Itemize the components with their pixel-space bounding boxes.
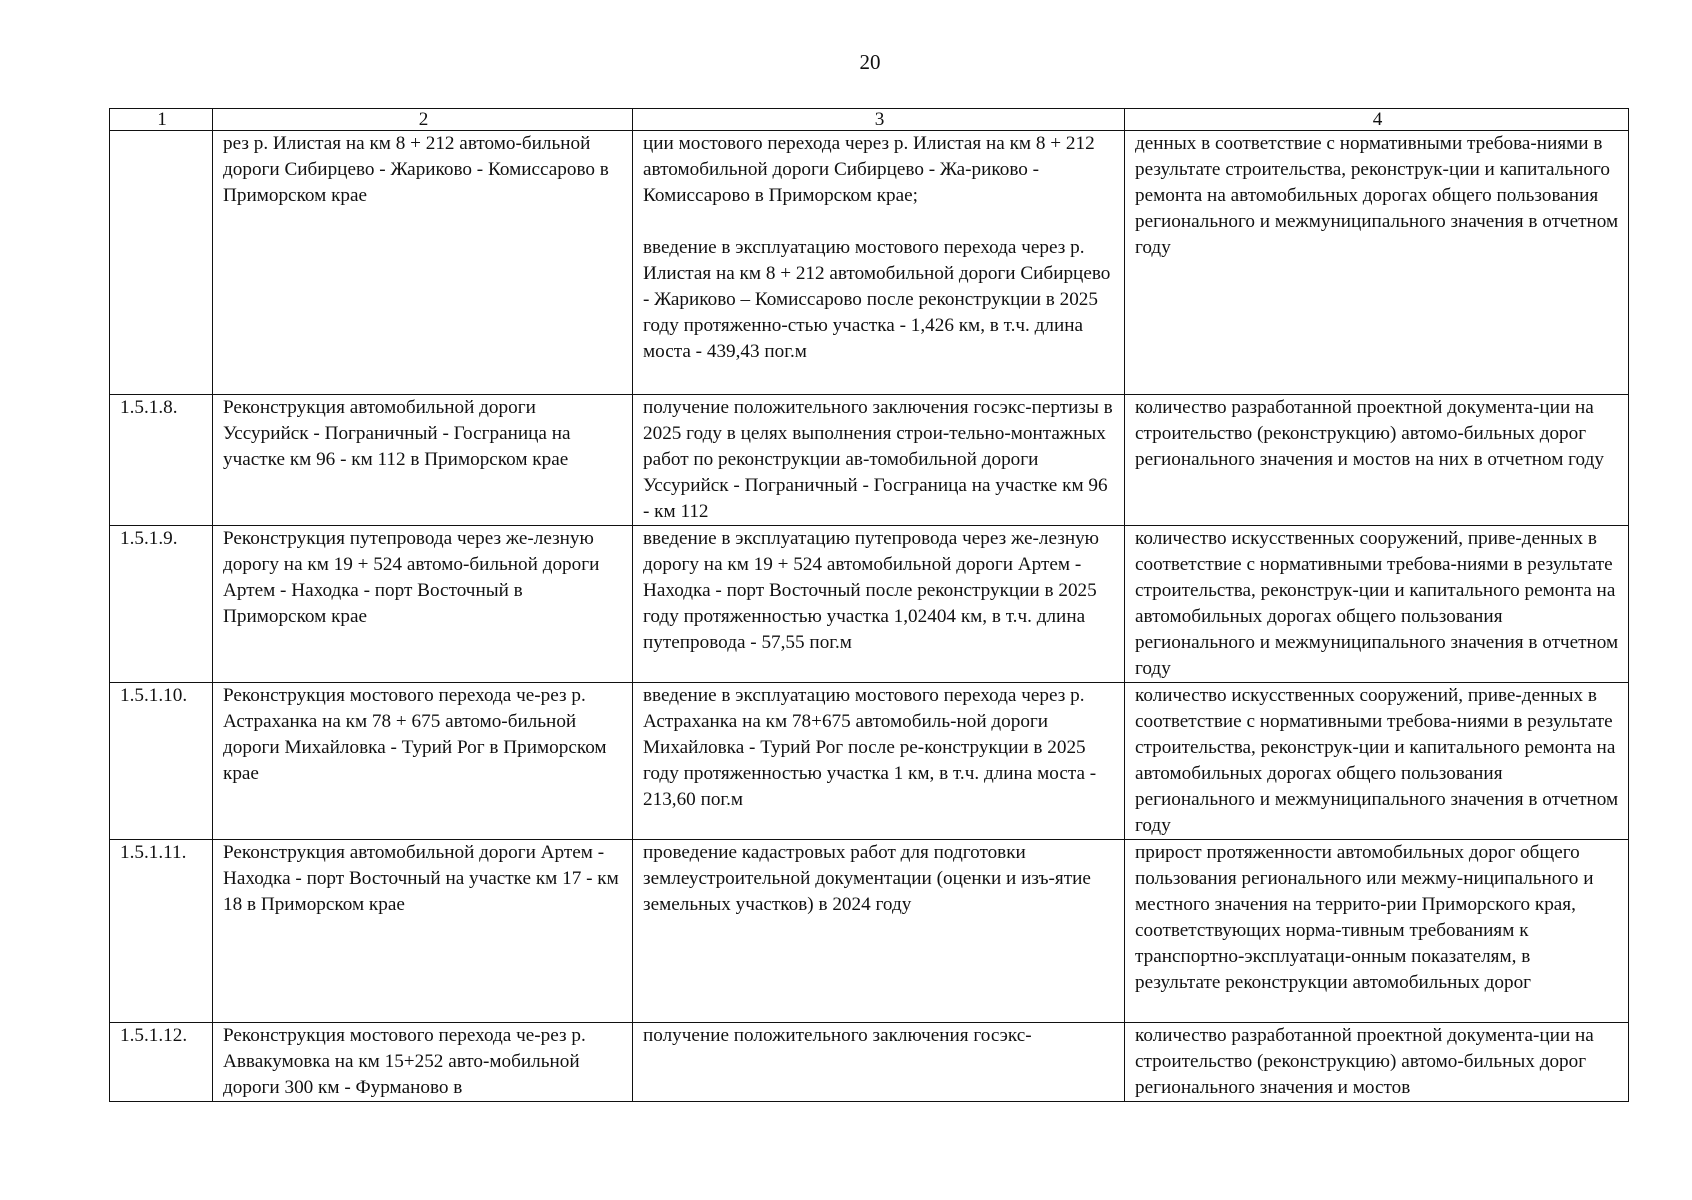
row-number: 1.5.1.11. — [110, 840, 213, 1023]
expected-result: получение положительного заключения госэкс-пертизы в 2025 году в целях выполнения строи-тельно-монтажных работ по реконструкции ав-томобильной дороги Уссурийск - Пограничный - Госграница на участке км 96 - км 112 — [633, 395, 1125, 526]
measures-table — [109, 108, 1629, 1102]
indicator: денных в соответствие с нормативными требова-ниями в результате строительства, реконструк-ции и капитального ремонта на автомобильных дорогах общего пользования регионального и межмуниципального значения в отчетном году — [1125, 131, 1629, 395]
table-row — [110, 683, 1629, 840]
measure-name: Реконструкция путепровода через же-лезную дорогу на км 19 + 524 автомо-бильной дороги Артем - Находка - порт Восточный в Приморском крае — [213, 526, 633, 683]
column-header-3: 3 — [633, 109, 1125, 131]
table-row — [110, 840, 1629, 1023]
table-row — [110, 526, 1629, 683]
expected-result-text: ции мостового перехода через р. Илистая на км 8 + 212 автомобильной дороги Сибирцево - Жа-риково - Комиссарово в Приморском крае; — [643, 133, 1095, 206]
indicator: количество разработанной проектной документа-ции на строительство (реконструкцию) автомо-бильных дорог регионального значения и мостов — [1125, 1023, 1629, 1102]
row-number — [110, 131, 213, 395]
column-header-2: 2 — [213, 109, 633, 131]
measure-name: Реконструкция мостового перехода че-рез р. Аввакумовка на км 15+252 авто-мобильной дороги 300 км - Фурманово в — [213, 1023, 633, 1102]
indicator: количество разработанной проектной документа-ции на строительство (реконструкцию) автомо-бильных дорог регионального значения и мостов на них в отчетном году — [1125, 395, 1629, 526]
expected-result — [633, 131, 1125, 395]
table-row — [110, 395, 1629, 526]
measure-name: Реконструкция автомобильной дороги Уссурийск - Пограничный - Госграница на участке км 96 - км 112 в Приморском крае — [213, 395, 633, 526]
expected-result: проведение кадастровых работ для подготовки землеустроительной документации (оценки и изъ-ятие земельных участков) в 2024 году — [633, 840, 1125, 1023]
row-number: 1.5.1.12. — [110, 1023, 213, 1102]
indicator: количество искусственных сооружений, приве-денных в соответствие с нормативными требова-ниями в результате строительства, реконструк-ции и капитального ремонта на автомобильных дорогах общего пользования регионального и межмуниципального значения в отчетном году — [1125, 526, 1629, 683]
measure-name: Реконструкция мостового перехода че-рез р. Астраханка на км 78 + 675 автомо-бильной дороги Михайловка - Турий Рог в Приморском крае — [213, 683, 633, 840]
column-header-1: 1 — [110, 109, 213, 131]
indicator: количество искусственных сооружений, приве-денных в соответствие с нормативными требова-ниями в результате строительства, реконструк-ции и капитального ремонта на автомобильных дорогах общего пользования регионального и межмуниципального значения в отчетном году — [1125, 683, 1629, 840]
row-number: 1.5.1.9. — [110, 526, 213, 683]
indicator: прирост протяженности автомобильных дорог общего пользования регионального или межму-ниципального и местного значения на террито-рии Приморского края, соответствующих норма-тивным требованиям к транспортно-эксплуатаци-онным показателям, в результате реконструкции автомобильных дорог — [1125, 840, 1629, 1023]
expected-result: получение положительного заключения госэкс- — [633, 1023, 1125, 1102]
table-header-row — [110, 109, 1629, 131]
expected-result: введение в эксплуатацию путепровода через же-лезную дорогу на км 19 + 524 автомобильной дороги Артем - Находка - порт Восточный после реконструкции в 2025 году протяженностью участка 1,02404 км, в т.ч. длина путепровода - 57,55 пог.м — [633, 526, 1125, 683]
expected-result-text: введение в эксплуатацию мостового перехода через р. Илистая на км 8 + 212 автомобильной дороги Сибирцево - Жариково – Комиссарово после реконструкции в 2025 году протяженно-стью участка - 1,426 км, в т.ч. длина моста - 439,43 пог.м — [643, 237, 1111, 362]
measure-name: рез р. Илистая на км 8 + 212 автомо-бильной дороги Сибирцево - Жариково - Комиссарово в Приморском крае — [213, 131, 633, 395]
table-row — [110, 1023, 1629, 1102]
page-number: 20 — [859, 50, 881, 74]
row-number: 1.5.1.8. — [110, 395, 213, 526]
table-row — [110, 131, 1629, 395]
row-number: 1.5.1.10. — [110, 683, 213, 840]
column-header-4: 4 — [1125, 109, 1629, 131]
expected-result: введение в эксплуатацию мостового перехода через р. Астраханка на км 78+675 автомобиль-ной дороги Михайловка - Турий Рог после ре-конструкции в 2025 году протяженностью участка 1 км, в т.ч. длина моста - 213,60 пог.м — [633, 683, 1125, 840]
measure-name: Реконструкция автомобильной дороги Артем - Находка - порт Восточный на участке км 17 - км 18 в Приморском крае — [213, 840, 633, 1023]
